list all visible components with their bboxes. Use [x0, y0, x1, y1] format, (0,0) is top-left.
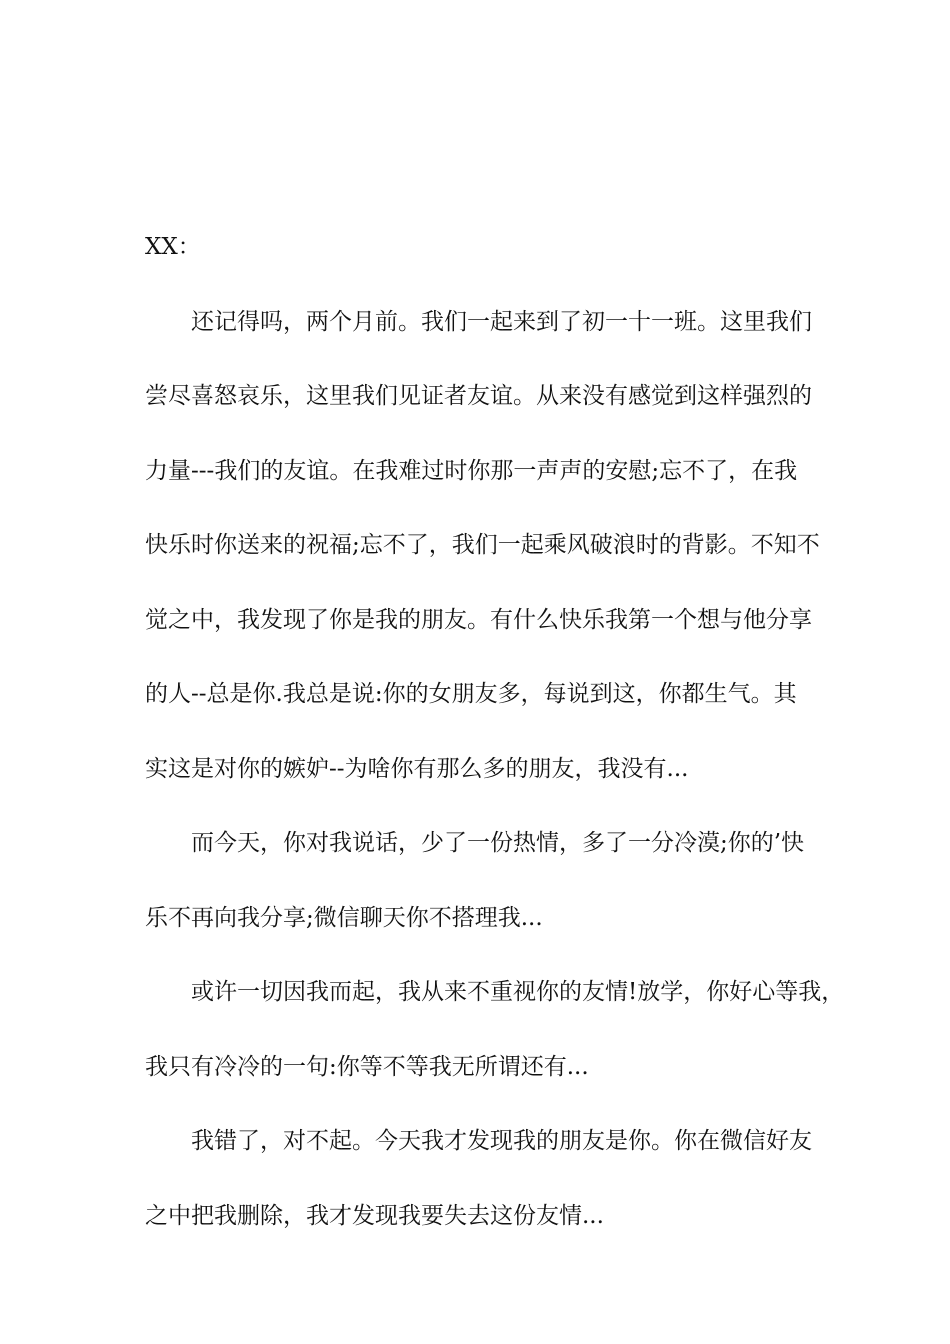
paragraph-3: [145, 955, 845, 1104]
text-line: 觉之中，我发现了你是我的朋友。有什么快乐我第一个想与他分享: [145, 606, 812, 633]
text-line: 我只有冷冷的一句:你等不等我无所谓还有...: [145, 1053, 589, 1080]
paragraph-1: [145, 285, 825, 807]
paragraph-4: [145, 1104, 825, 1253]
text-line: 还记得吗，两个月前。我们一起来到了初一十一班。这里我们: [191, 308, 812, 335]
text-line: 或许一切因我而起，我从来不重视你的友情!放学，你好心等我，: [191, 979, 845, 1005]
letter-body: [145, 210, 845, 1253]
paragraph-2: [145, 806, 825, 955]
text-line: 的人--总是你.我总是说:你的女朋友多，每说到这，你都生气。其: [145, 681, 797, 707]
text-line: 之中把我删除，我才发现我要失去这份友情...: [145, 1202, 604, 1229]
text-line: 实这是对你的嫉妒--为啥你有那么多的朋友，我没有...: [145, 755, 689, 782]
text-line: 我错了，对不起。今天我才发现我的朋友是你。你在微信好友: [191, 1128, 812, 1154]
text-line: 乐不再向我分享;微信聊天你不搭理我...: [145, 904, 543, 931]
text-line: 快乐时你送来的祝福;忘不了，我们一起乘风破浪时的背影。不知不: [145, 532, 820, 558]
text-line: 尝尽喜怒哀乐，这里我们见证者友谊。从来没有感觉到这样强烈的: [145, 383, 812, 409]
text-line: 而今天，你对我说话，少了一份热情，多了一分冷漠;你的’快: [191, 830, 805, 856]
text-line: 力量---我们的友谊。在我难过时你那一声声的安慰;忘不了，在我: [145, 457, 798, 484]
letter-salutation: XX：: [145, 234, 201, 260]
